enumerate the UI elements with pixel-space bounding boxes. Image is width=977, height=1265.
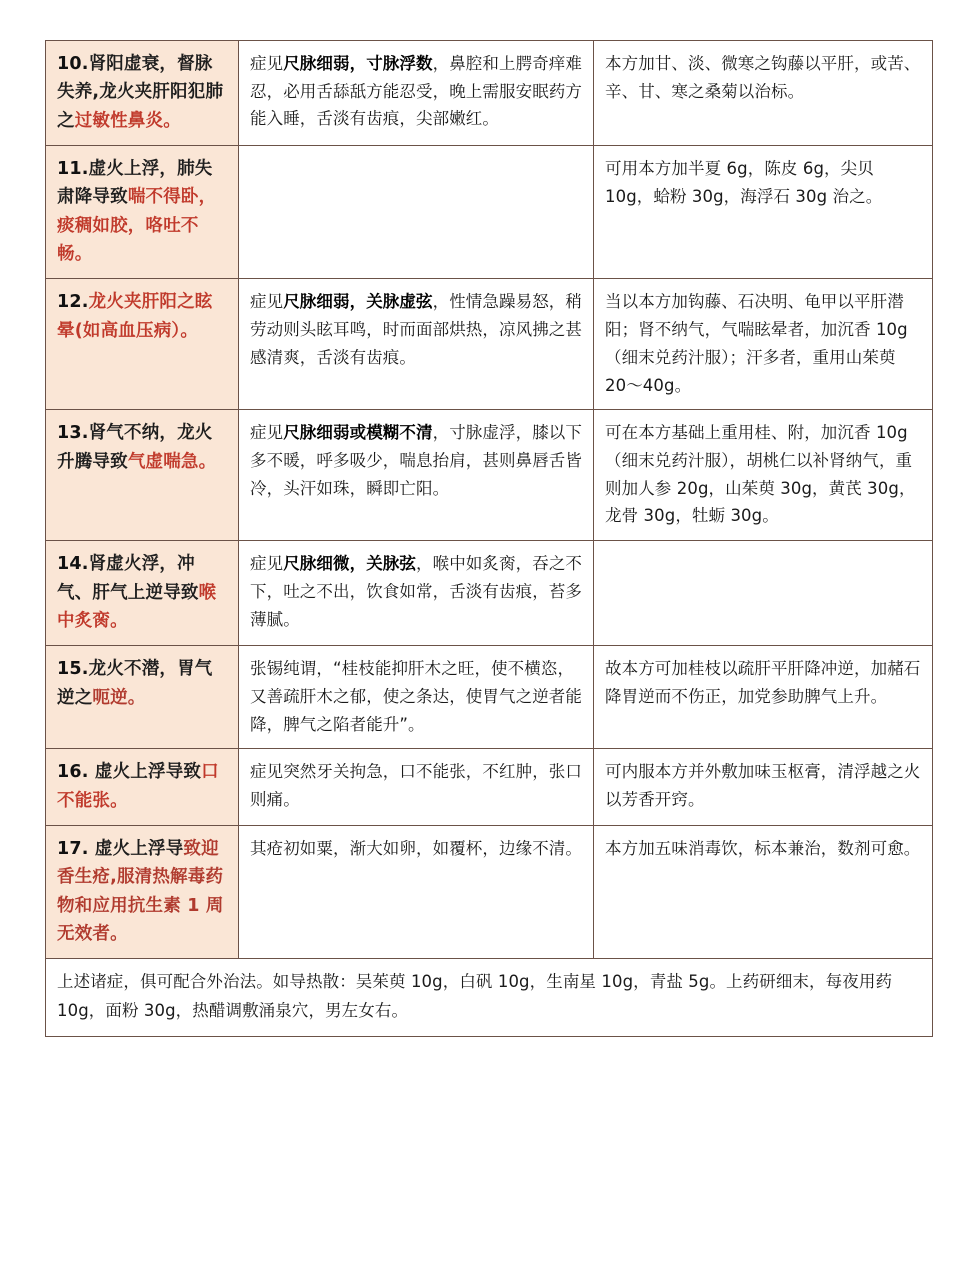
row-number: 11. bbox=[57, 159, 89, 180]
syndrome-table bbox=[45, 40, 933, 1037]
symptoms-rest: ，喉中如炙脔，吞之不下，吐之不出，饮食如常，舌淡有齿痕，苔多薄腻。 bbox=[250, 554, 583, 629]
condition-red-text: 喉中炙脔。 bbox=[57, 582, 217, 631]
condition-black-text: 虚火上浮导 bbox=[94, 839, 184, 860]
condition-red-text: 口不能张。 bbox=[57, 762, 219, 811]
row-number: 12. bbox=[57, 292, 89, 313]
row-number: 10. bbox=[57, 54, 89, 74]
treatment-cell bbox=[594, 541, 933, 646]
symptoms-pulse-bold: 尺脉细弱，关脉虚弦 bbox=[283, 292, 433, 312]
symptoms-pulse-bold: 尺脉细弱，寸脉浮数 bbox=[283, 54, 433, 73]
table-row bbox=[46, 279, 933, 410]
condition-red-text: 喘不得卧，痰稠如胶，咯吐不畅。 bbox=[57, 187, 217, 265]
treatment-cell: 可在本方基础上重用桂、附，加沉香 10g（细末兑药汁服），胡桃仁以补肾纳气，重则加人参 20g，山茱萸 30g，黄芪 30g，龙骨 30g，牡蛎 30g。 bbox=[594, 410, 933, 541]
condition-black-text: 虚火上浮导致 bbox=[94, 762, 202, 783]
row-number: 13. bbox=[57, 423, 89, 444]
table-row bbox=[46, 541, 933, 646]
symptoms-cell bbox=[239, 146, 594, 279]
table-row bbox=[46, 826, 933, 959]
condition-cell bbox=[46, 146, 239, 279]
symptoms-cell bbox=[239, 646, 594, 749]
row-number: 14. bbox=[57, 554, 89, 575]
condition-red-text: 龙火夹肝阳之眩晕(如高血压病）。 bbox=[57, 292, 213, 341]
table-row bbox=[46, 749, 933, 826]
symptoms-rest: ，寸脉虚浮，膝以下多不暖，呼多吸少，喘息抬肩，甚则鼻唇舌皆冷，头汗如珠，瞬即亡阳。 bbox=[250, 423, 583, 498]
footer-row bbox=[46, 959, 933, 1037]
condition-red-text: 气虚喘急。 bbox=[127, 451, 217, 472]
condition-black-text: 龙火不潜，胃气逆之 bbox=[57, 659, 213, 708]
symptoms-cell bbox=[239, 749, 594, 826]
symptoms-rest: 症见突然牙关拘急，口不能张，不红肿，张口则痛。 bbox=[250, 762, 582, 810]
symptoms-pulse-bold: 尺脉细微，关脉弦 bbox=[283, 554, 417, 574]
symptoms-cell bbox=[239, 826, 594, 959]
treatment-cell: 本方加五味消毒饮，标本兼治，数剂可愈。 bbox=[594, 826, 933, 959]
condition-black-text: 肾气不纳，龙火升腾导致 bbox=[57, 423, 213, 472]
treatment-cell: 本方加甘、淡、微寒之钩藤以平肝，或苦、辛、甘、寒之桑菊以治标。 bbox=[594, 41, 933, 146]
footer-note: 上述诸症，俱可配合外治法。如导热散：吴茱萸 10g，白矾 10g，生南星 10g，青盐 5g。上药研细末，每夜用药 10g，面粉 30g，热醋调敷涌泉穴，男左女右。 bbox=[46, 959, 933, 1037]
condition-cell bbox=[46, 41, 239, 146]
treatment-cell: 当以本方加钩藤、石决明、龟甲以平肝潜阳；肾不纳气，气喘眩晕者，加沉香 10g（细末兑药汁服）；汗多者，重用山茱萸 20～40g。 bbox=[594, 279, 933, 410]
symptoms-rest: ，鼻腔和上腭奇痒难忍，必用舌舔舐方能忍受，晚上需服安眠药方能入睡，舌淡有齿痕，尖部嫩红。 bbox=[250, 54, 583, 129]
condition-cell bbox=[46, 410, 239, 541]
symptoms-cell bbox=[239, 279, 594, 410]
condition-black-text: 虚火上浮，肺失肃降导致 bbox=[57, 159, 213, 208]
condition-black-text: 肾虚火浮，冲气、肝气上逆导致 bbox=[57, 554, 199, 603]
symptoms-cell bbox=[239, 410, 594, 541]
condition-black-text: 肾阳虚衰，督脉失养,龙火夹肝阳犯肺之 bbox=[57, 54, 224, 131]
symptoms-cell bbox=[239, 41, 594, 146]
condition-red-text: 致迎香生疮,服清热解毒药物和应用抗生素 1 周无效者。 bbox=[57, 839, 224, 945]
symptoms-rest: 张锡纯谓，“桂枝能抑肝木之旺，使不横恣，又善疏肝木之郁，使之条达，使胃气之逆者能降，脾气之陷者能升”。 bbox=[250, 659, 582, 734]
table-body bbox=[46, 41, 933, 1037]
condition-cell bbox=[46, 749, 239, 826]
symptoms-cell bbox=[239, 541, 594, 646]
row-number: 15. bbox=[57, 659, 89, 680]
symptoms-lead: 症见 bbox=[250, 554, 284, 574]
row-number: 17. bbox=[57, 839, 95, 860]
symptoms-lead: 症见 bbox=[250, 54, 284, 73]
symptoms-lead: 症见 bbox=[250, 423, 284, 443]
condition-cell bbox=[46, 279, 239, 410]
treatment-cell: 可用本方加半夏 6g，陈皮 6g，尖贝 10g，蛤粉 30g，海浮石 30g 治之。 bbox=[594, 146, 933, 279]
condition-red-text: 呃逆。 bbox=[92, 687, 146, 708]
treatment-cell: 故本方可加桂枝以疏肝平肝降冲逆，加赭石降胃逆而不伤正，加党参助脾气上升。 bbox=[594, 646, 933, 749]
table-row bbox=[46, 146, 933, 279]
condition-cell bbox=[46, 541, 239, 646]
row-number: 16. bbox=[57, 762, 95, 783]
condition-cell bbox=[46, 646, 239, 749]
symptoms-pulse-bold: 尺脉细弱或模糊不清 bbox=[283, 423, 433, 443]
treatment-cell: 可内服本方并外敷加味玉枢膏，清浮越之火以芳香开窍。 bbox=[594, 749, 933, 826]
table-row bbox=[46, 41, 933, 146]
table-row bbox=[46, 410, 933, 541]
condition-cell bbox=[46, 826, 239, 959]
symptoms-rest: ，性情急躁易怒，稍劳动则头眩耳鸣，时而面部烘热，凉风拂之甚感清爽，舌淡有齿痕。 bbox=[250, 292, 583, 367]
condition-red-text: 过敏性鼻炎。 bbox=[74, 110, 181, 131]
table-row bbox=[46, 646, 933, 749]
symptoms-rest: 其疮初如粟，渐大如卵，如覆杯，边缘不清。 bbox=[250, 839, 582, 859]
symptoms-lead: 症见 bbox=[250, 292, 284, 312]
